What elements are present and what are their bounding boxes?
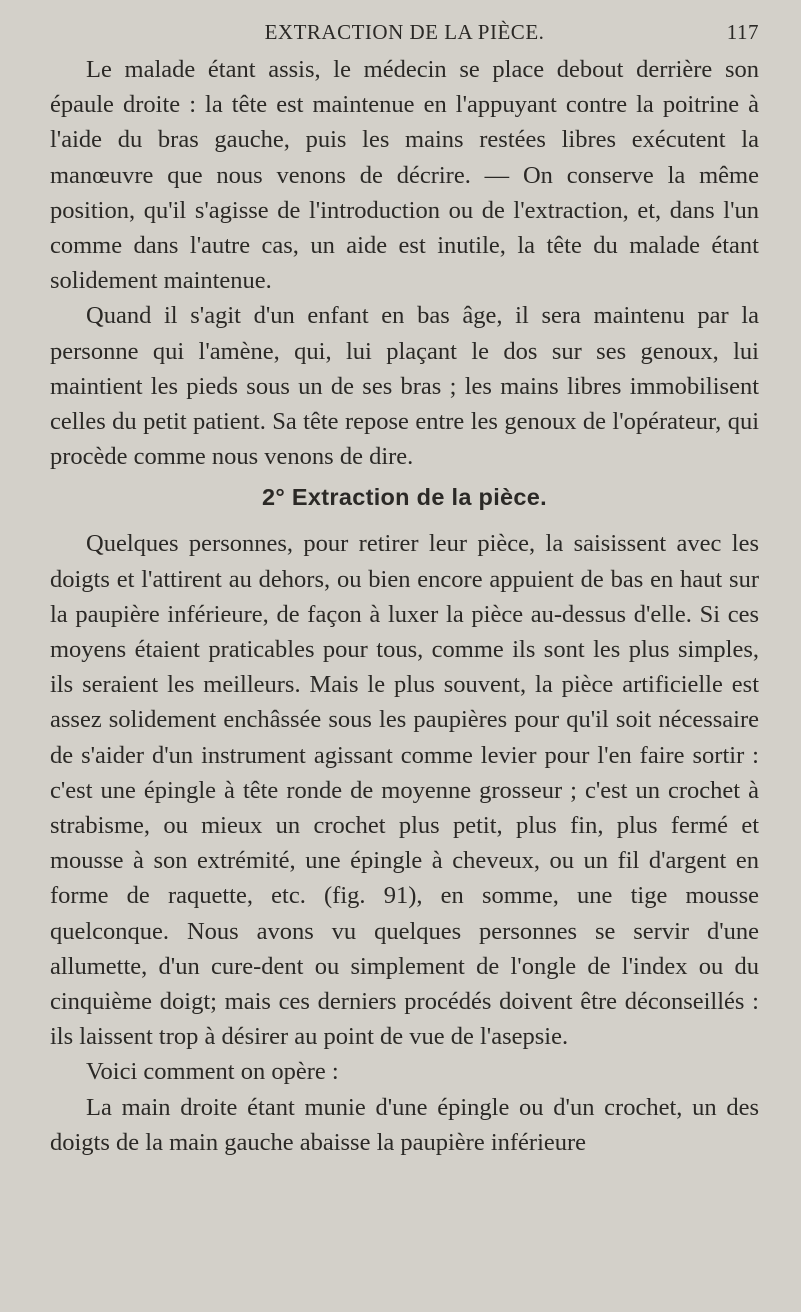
running-header	[50, 20, 759, 50]
body-text	[50, 52, 759, 1160]
section-title: Extraction de la pièce.	[291, 484, 547, 511]
paragraph-child-patient: Quand il s'agit d'un enfant en bas âge, il sera maintenu par la personne qui l'amène, qui, lui plaçant le dos sur ses genoux, lui maintient les pieds sous un de ses bras ; les mains libres immobilisent celles du petit patient. Sa tête repose entre les genoux de l'opérateur, qui procède comme nous venons de dire.	[50, 302, 759, 471]
paragraph-extraction-methods: Quelques personnes, pour retirer leur pièce, la saisissent avec les doigts et l'attirent au dehors, ou bien encore appuient de bas en haut sur la paupière inférieure, de façon à luxer la pièce au-dessus d'elle. Si ces moyens étaient praticables pour tous, comme ils sont les plus simples, ils seraient les meilleurs. Mais le plus souvent, la pièce artificielle est assez solidement enchâssée sous les paupières pour qu'il soit nécessaire de s'aider d'un instrument agissant comme levier pour l'en faire sortir : c'est une épingle à tête ronde de moyenne grosseur ; c'est un crochet à strabisme, ou mieux un crochet plus petit, plus fin, plus fermé et mousse à son extrémité, une épingle à cheveux, ou un fil d'argent en forme de raquette, etc. (fig. 91), en somme, une tige mousse quelconque. Nous avons vu quelques personnes se servir d'une allumette, d'un cure-dent ou simplement de l'ongle de l'index ou du cinquième doigt; mais ces derniers procédés doivent être déconseillés : ils laissent trop à désirer au point de vue de l'asepsie.	[50, 530, 759, 1051]
paragraph-procedure-step: La main droite étant munie d'une épingle ou d'un crochet, un des doigts de la main gauche abaisse la paupière inférieure	[50, 1093, 759, 1156]
page-number: 117	[726, 20, 759, 44]
paragraph-seated-patient: Le malade étant assis, le médecin se place debout derrière son épaule droite : la tête est maintenue en l'appuyant contre la poitrine à l'aide du bras gauche, puis les mains restées libres exécutent la manœuvre que nous venons de décrire. — On conserve la même position, qu'il s'agisse de l'introduction ou de l'extraction, et, dans l'un comme dans l'autre cas, un aide est inutile, la tête du malade étant solidement maintenue.	[50, 56, 759, 295]
section-number: 2°	[262, 484, 286, 511]
running-title: EXTRACTION DE LA PIÈCE.	[264, 20, 545, 44]
paragraph-procedure-intro: Voici comment on opère :	[86, 1058, 339, 1086]
section-heading	[50, 481, 759, 514]
